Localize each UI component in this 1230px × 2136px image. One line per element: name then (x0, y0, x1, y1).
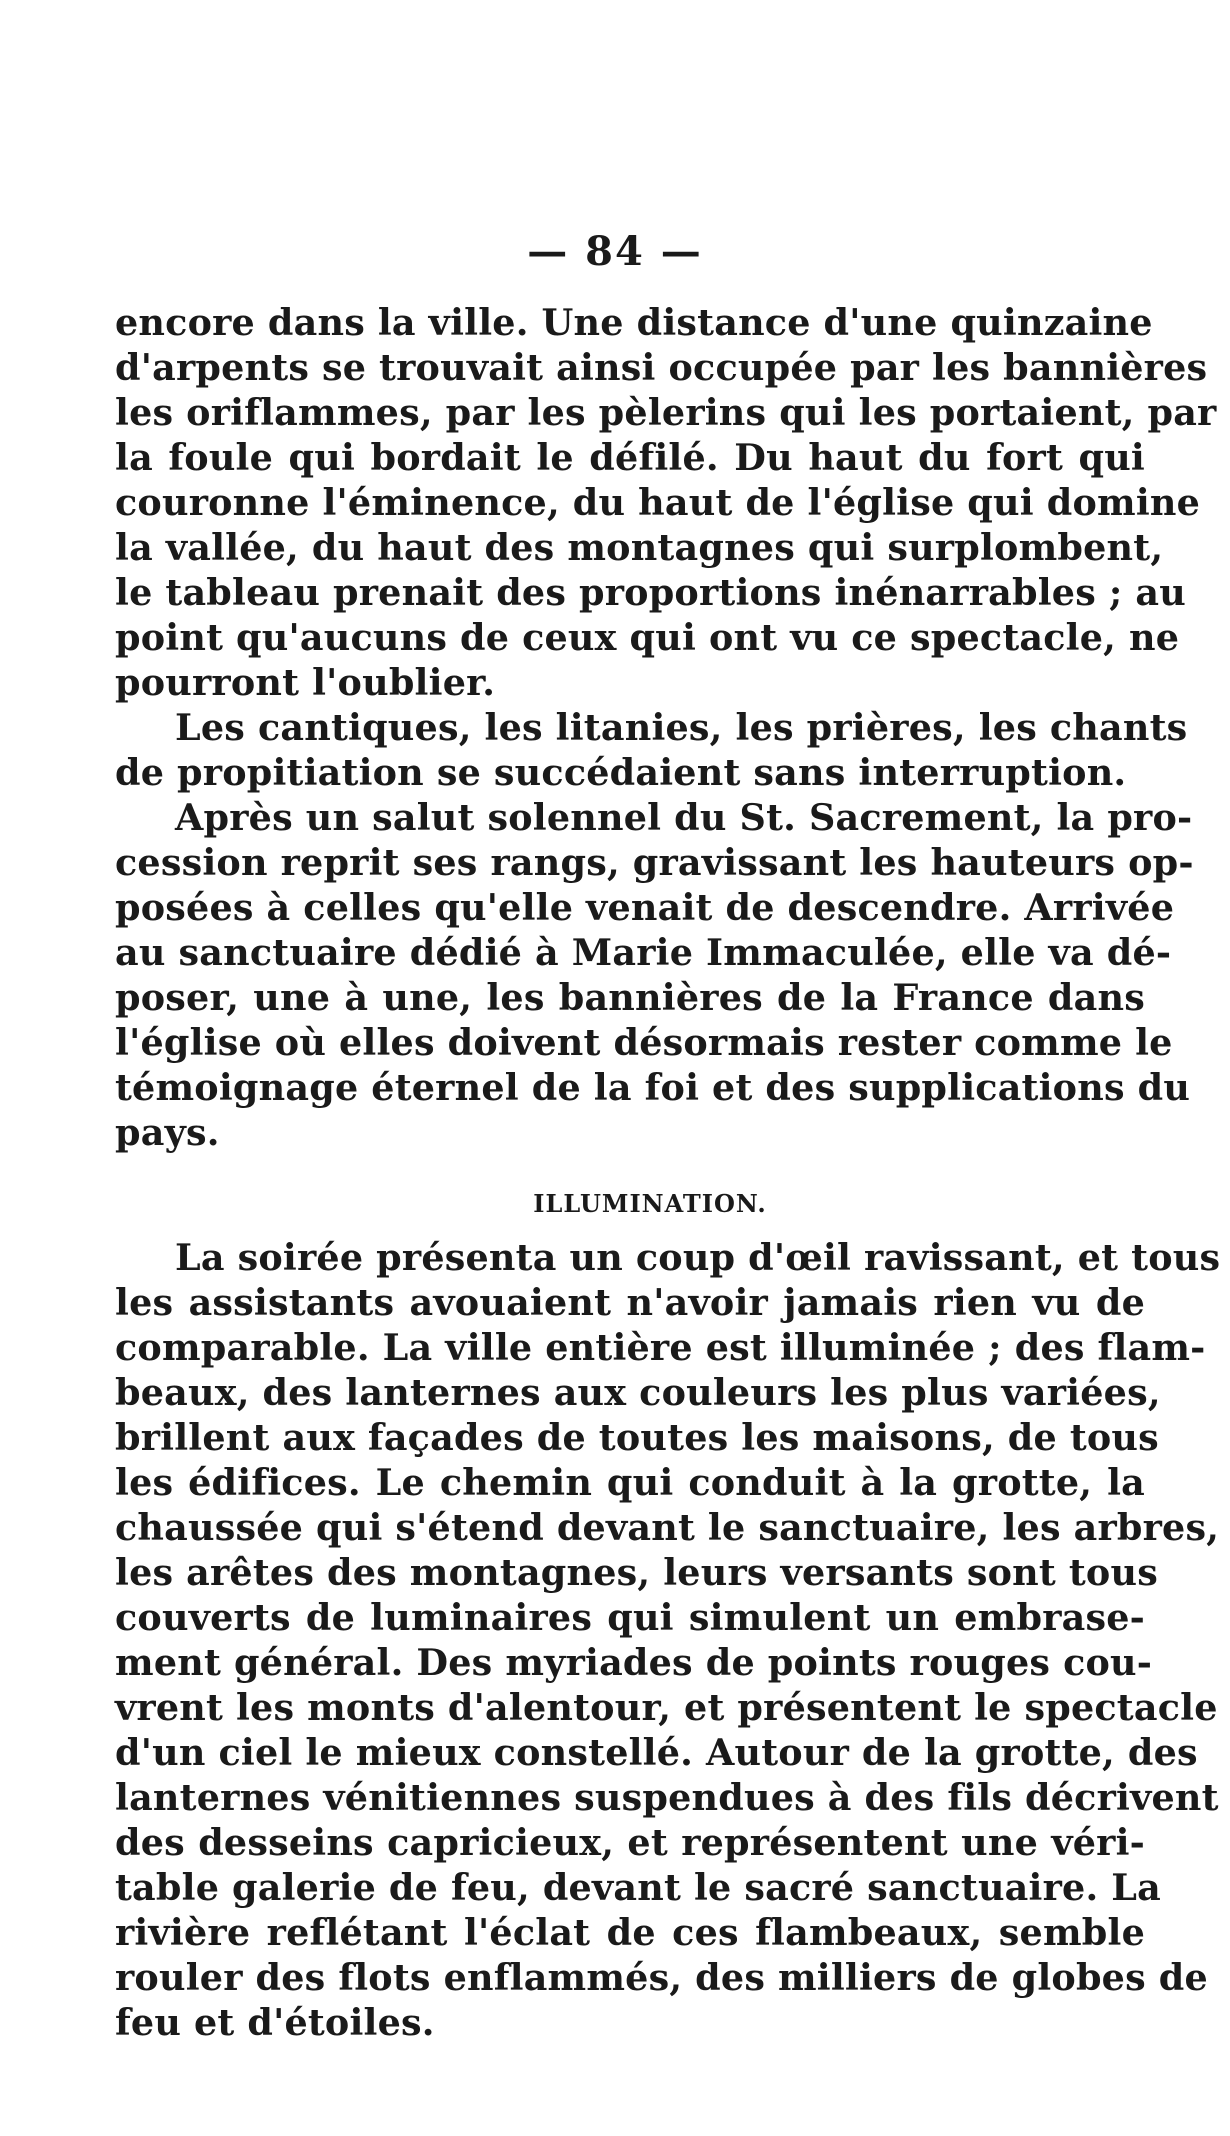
text-line: lanternes vénitiennes suspendues à des fils décrivent (115, 1776, 1219, 1819)
text-line: feu et d'étoiles. (115, 2001, 435, 2044)
page-number: — 84 — (527, 228, 703, 275)
text-line: cession reprit ses rangs, gravissant les hauteurs op- (115, 841, 1194, 884)
text-line: des desseins capricieux, et représentent une véri- (115, 1821, 1145, 1864)
spacer (115, 1155, 1145, 1173)
text-line: point qu'aucuns de ceux qui ont vu ce spectacle, ne (115, 616, 1180, 659)
text-line: rouler des flots enflammés, des milliers de globes de (115, 1956, 1208, 1999)
text-line: les oriflammes, par les pèlerins qui les portaient, par (115, 391, 1217, 434)
paragraph (115, 1235, 1221, 2045)
text-line: de propitiation se succédaient sans interruption. (115, 751, 1127, 794)
body-text (115, 300, 1221, 2045)
text-line: brillent aux façades de toutes les maisons, de tous (115, 1416, 1159, 1459)
text-line: au sanctuaire dédié à Marie Immaculée, elle va dé- (115, 931, 1172, 974)
text-line: les édifices. Le chemin qui conduit à la grotte, la (115, 1461, 1145, 1504)
text-line: rivière reflétant l'éclat de ces flambeaux, semble (115, 1911, 1145, 1954)
text-line: d'un ciel le mieux constellé. Autour de la grotte, des (115, 1731, 1198, 1774)
text-line: Après un salut solennel du St. Sacrement, la pro- (175, 796, 1193, 839)
text-line: les assistants avouaient n'avoir jamais rien vu de (115, 1281, 1145, 1324)
text-line: La soirée présenta un coup d'œil ravissant, et tous (175, 1236, 1221, 1279)
text-line: comparable. La ville entière est illuminée ; des flam- (115, 1326, 1206, 1369)
text-line: ment général. Des myriades de points rouges cou- (115, 1641, 1153, 1684)
text-line: posées à celles qu'elle venait de descendre. Arrivée (115, 886, 1175, 929)
text-line: poser, une à une, les bannières de la France dans (115, 976, 1145, 1019)
text-line: beaux, des lanternes aux couleurs les plus variées, (115, 1371, 1161, 1414)
text-line: d'arpents se trouvait ainsi occupée par les bannières (115, 346, 1208, 389)
text-line: vrent les monts d'alentour, et présentent le spectacle (115, 1686, 1218, 1729)
text-line: pourront l'oublier. (115, 661, 496, 704)
text-line: couverts de luminaires qui simulent un embrase- (115, 1596, 1145, 1639)
paragraph (115, 300, 1217, 705)
text-line: Les cantiques, les litanies, les prières, les chants (175, 706, 1188, 749)
text-line: chaussée qui s'étend devant le sanctuaire, les arbres, (115, 1506, 1220, 1549)
paragraph (115, 795, 1194, 1155)
text-line: l'église où elles doivent désormais rester comme le (115, 1021, 1173, 1064)
text-line: la vallée, du haut des montagnes qui surplombent, (115, 526, 1164, 569)
text-line: le tableau prenait des proportions inénarrables ; au (115, 571, 1187, 614)
text-line: couronne l'éminence, du haut de l'église qui domine (115, 481, 1201, 524)
text-line: encore dans la ville. Une distance d'une quinzaine (115, 301, 1153, 344)
text-line: les arêtes des montagnes, leurs versants sont tous (115, 1551, 1158, 1594)
text-line: la foule qui bordait le défilé. Du haut du fort qui (115, 436, 1145, 479)
paragraph (115, 705, 1188, 795)
text-line: pays. (115, 1111, 220, 1154)
text-line: témoignage éternel de la foi et des supplications du (115, 1066, 1191, 1109)
text-line: table galerie de feu, devant le sacré sanctuaire. La (115, 1866, 1161, 1909)
section-heading: ILLUMINATION. (533, 1189, 767, 1218)
